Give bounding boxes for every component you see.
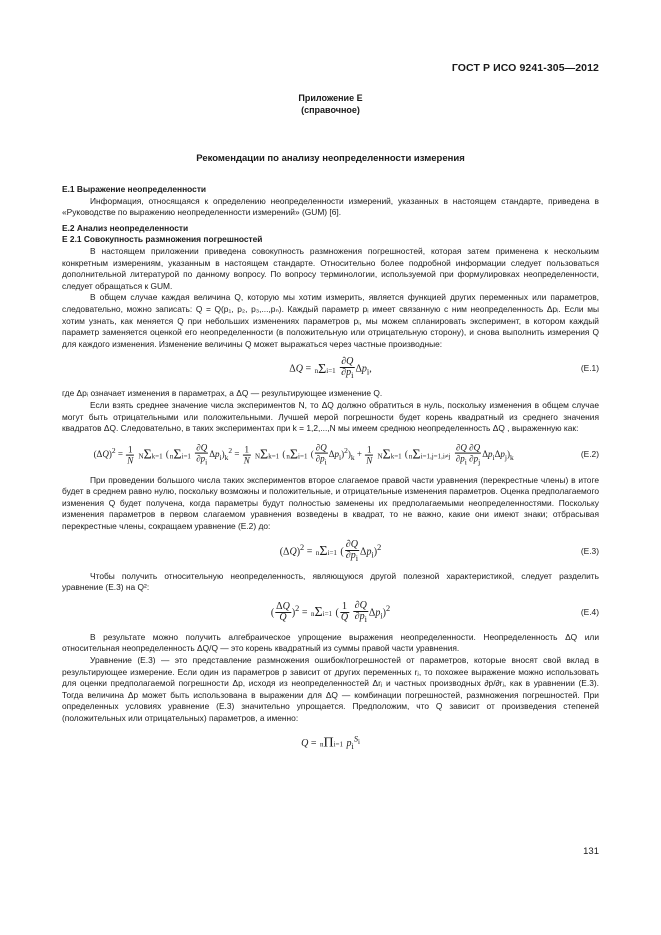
section-heading-e2: Е.2 Анализ неопределенности: [62, 222, 189, 233]
equation-e1: ΔQ = nΣi=1 $\frac{\partial Q}{\partial p_i}$ $\Delta p_i$, (Е.1): [289, 356, 599, 381]
equation-e2: $(\Delta Q)^2$ = $\frac{1}{N}$ NΣk=1 (nΣi=1 $\frac{\partial Q}{\partial p_i}$ $\Delta p_i)_k^2$ = $\frac{1}{N}$ NΣk=1 (nΣi=1 ( $\frac{\partial Q}{\partial p_i}$ $\Delta p_i)^2)_k$ + $\frac{1}{N}$ NΣk=1 (nΣi=1,j=1,i≠j $\frac{\partial Q \partial Q}{\partial p_i \partial p_j}$ $\Delta p_i\Delta p_j)_k$ (Е.2): [93, 442, 599, 467]
paragraph: где Δpᵢ означает изменения в параметрах, а ΔQ — результирующее изменение Q.: [62, 388, 383, 399]
paragraph: В общем случае каждая величина Q, которую мы хотим измерить, является функцией других переменных или параметров, следовательно, можно записать: Q = Q(p₁, p₂, p₃,...,pₙ). Каждый параметр pᵢ имеет связанную с ним неопределенность Δpᵢ. Если мы хотим узнать, как меняется Q при небольших изменениях параметров pᵢ, мы можем спланировать эксперимент, в котором каждый параметр заменяется оценкой его неопределенности (в положительную или отрицательную сторону), и снова выполнить измерения Q для каждого изменения. Изменение величины Q может выражаться через частные производные:: [62, 292, 599, 349]
page-number: 131: [583, 846, 599, 857]
document-standard-id: ГОСТ Р ИСО 9241-305—2012: [451, 62, 599, 74]
equation-number: (Е.3): [580, 545, 599, 556]
section-heading-e1: Е.1 Выражение неопределенности: [62, 184, 207, 194]
paragraph: Если взять среднее значение числа экспериментов N, то ΔQ должно обратиться в нуль, поскольку изменения в общем случае могут быть отрицательными или положительными. Лучшей мерой погрешности будет корень квадратный из среднего значения квадратов ΔQ. Следовательно, в таких экспериментах при k = 1,2,...,N мы имеем среднюю неопределенность ΔQ , выраженную как:: [62, 399, 599, 434]
document-body: [62, 184, 599, 761]
equation-product: Q = nΠi=1 $p_i^{S_i}$: [301, 734, 360, 751]
page-title: Рекомендации по анализу неопределенности измерения: [196, 153, 465, 164]
appendix-type: (справочное): [301, 105, 360, 115]
equation-number: (Е.2): [580, 448, 599, 459]
paragraph: При проведении большого числа таких экспериментов второе слагаемое правой части уравнения (перекрестные члены) в итоге будет в среднем равно нулю, поскольку возможны и положительные, и отрицательные изменения параметров. Оценка предполагаемого изменения Q будет получена, когда параметры будут полностью заменены их предполагаемыми неопределенностями. Поскольку изменения параметров в первом слагаемом уравнения возведены в квадрат, то не важно, какие они имеют знаки; отбрасывая перекрестные члены, сокращаем уравнение (Е.2) до:: [62, 474, 599, 532]
paragraph: В результате можно получить алгебраическое упрощение выражения неопределенности. Неопределенность ΔQ или относительная неопределенность ΔQ/Q — это корень квадратный из суммы правой части уравнения.: [62, 631, 599, 654]
equation-number: (Е.1): [580, 363, 599, 374]
paragraph: Чтобы получить относительную неопределенность, являющуюся другой полезной характеристикой, следует разделить уравнение (Е.3) на Q²:: [62, 570, 599, 593]
paragraph: Информация, относящаяся к определению неопределенности измерений, указанных в настоящем стандарте, приведена в «Руководстве по выражению неопределенности измерений» (GUM) [6].: [62, 195, 599, 218]
subsection-heading-e21: Е 2.1 Совокупность размножения погрешностей: [62, 234, 263, 245]
appendix-title: Приложение Е: [298, 93, 363, 103]
equation-number: (Е.4): [580, 607, 599, 618]
paragraph: Уравнение (Е.3) — это представление размножения ошибок/погрешностей от параметров, которые вносят свой вклад в результирующее измерение. Если один из параметров p зависит от других переменных rⱼ, то похожее выражение можно использовать для оценки предполагаемой погрешности Δp, исходя из неопределенностей Δrⱼ и частных производных ∂p/∂rⱼ, как в уравнении (Е.3). Тогда величина Δp может быть использована в выражении для ΔQ — комбинации погрешностей, размножения погрешностей. При определенных условиях уравнение (Е.3) значительно упрощается. Предположим, что Q зависит от произведения степеней (положительных или отрицательных) параметров, а именно:: [62, 655, 599, 723]
appendix-label: [0, 92, 661, 116]
equation-e3: $(\Delta Q)^2 = n\Sigma i=1$ ( $\frac{\partial Q}{\partial p_i}$ $\Delta p_i)^2$ (Е.3): [279, 538, 599, 563]
paragraph: В настоящем приложении приведена совокупность размножения погрешностей, которая затем применена к нескольким конкретным измерениям, указанным в настоящем стандарте. Относительно более подробной информации следует пользоваться дополнительной литературой по данному вопросу. По вопросу терминологии, используемой при формулировках неопределенности, следует обращаться к GUM.: [62, 245, 599, 291]
equation-e4: ( $\frac{\Delta Q}{Q}$ )$^2$ = nΣi=1 ( $\frac{1}{Q}$ $\frac{\partial Q}{\partial p_i}$ $\Delta p_i)^2$ (Е.4): [270, 599, 599, 624]
